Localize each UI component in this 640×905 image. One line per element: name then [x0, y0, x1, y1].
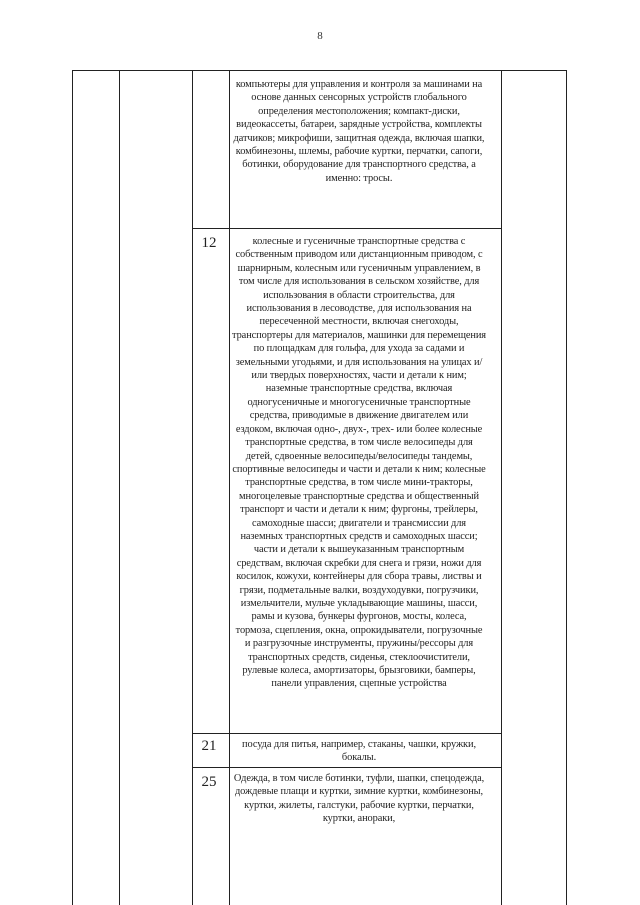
row-goods-description: компьютеры для управления и контроля за машинами на основе данных сенсорных устройств глобального определения местоположения; компакт-диски, видеокассеты, батареи, зарядные устройства, комплекты датчиков; микрофиши, защитная одежда, включая шапки, комбинезоны, шлемы, рабочие куртки, перчатки, сапоги, ботинки, оборудование для транспортного средства, а именно: тросы. [233, 79, 485, 184]
table-border-right [566, 70, 567, 905]
row-goods-description: Одежда, в том числе ботинки, туфли, шапки, спецодежда, дождевые плащи и куртки, зимние куртки, комбинезоны, куртки, жилеты, галстуки, рабочие куртки, перчатки, куртки, анораки, [233, 773, 485, 825]
column-divider-3 [229, 70, 230, 905]
row-class-number: 12 [201, 235, 217, 251]
row-divider-3 [192, 767, 501, 768]
row-divider-2 [192, 733, 501, 734]
column-divider-4 [501, 70, 502, 905]
table-border-left [72, 70, 73, 905]
row-goods-description: колесные и гусеничные транспортные средства с собственным приводом или дистанционным приводом, с шарнирным, колесным или гусеничным управлением, в том числе для использования в сельском хозяйстве, для использования в области строительства, для использования в лесоводстве, для использования на пересеченной местности, включая снегоходы, транспортеры для материалов, машинки для перемещения по площадкам для гольфа, для ухода за садами и земельными угодьями, и для использования на улицах и/или твердых поверхностях, части и детали к ним; наземные транспортные средства, включая одногусеничные и многогусеничные транспортные средства, приводимые в движение двигателем или ездоком, включая одно-, двух-, трех- или более колесные транспортные средства, в том числе велосипеды для детей, сдвоенные велосипеды/велосипеды тандемы, спортивные велосипеды и части и детали к ним; колесные транспортные средства, в том числе мини-тракторы, многоцелевые транспортные средства и общественный транспорт и части и детали к ним; фургоны, трейлеры, самоходные шасси; двигатели и трансмиссии для наземных транспортных средств и самоходных шасси; части и детали к вышеуказанным транспортным средствам, включая скребки для снега и грязи, ножи для косилок, кожухи, контейнеры для сбора травы, листвы и грязи, подметальные валки, воздуходувки, погрузчики, измельчители, мульче укладывающие машины, шасси, рамы и кузова, бункеры фургонов, мосты, колеса, тормоза, сцепления, окна, опрокидыватели, погрузочные и разгрузочные инструменты, пружины/рессоры для транспортных средств, сиденья, стеклоочистители, рулевые колеса, амортизаторы, брызговики, бамперы, панели управления, сцепные устройства [232, 236, 486, 690]
table-border-top [72, 70, 567, 71]
column-divider-1 [119, 70, 120, 905]
row-class-number: 25 [201, 774, 217, 790]
page-number: 8 [317, 30, 323, 42]
row-class-number: 21 [201, 738, 217, 754]
row-divider-1 [192, 228, 501, 229]
row-goods-description: посуда для питья, например, стаканы, чашки, кружки, бокалы. [242, 739, 476, 764]
